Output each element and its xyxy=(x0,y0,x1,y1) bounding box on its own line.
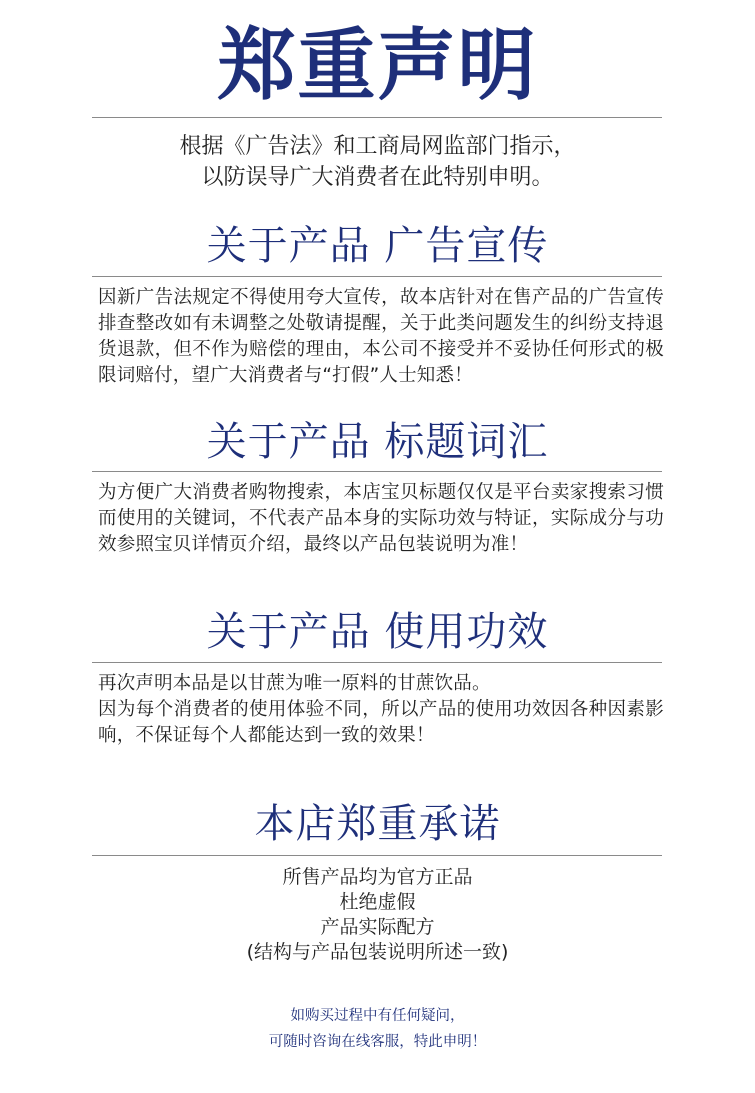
page-title: 郑重声明 xyxy=(217,21,538,111)
section-body-efficacy xyxy=(98,671,664,749)
section-heading-title-words: 关于产品 标题词汇 xyxy=(206,419,549,465)
divider xyxy=(92,276,662,277)
promise-item: 产品实际配方 xyxy=(320,916,435,938)
section-heading-efficacy: 关于产品 使用功效 xyxy=(206,609,549,655)
intro-text xyxy=(0,131,755,193)
divider xyxy=(92,117,662,118)
promise-heading: 本店郑重承诺 xyxy=(254,801,501,847)
promise-item: 所售产品均为官方正品 xyxy=(282,866,473,888)
divider xyxy=(92,855,662,856)
divider xyxy=(92,471,662,472)
promise-item: (结构与产品包装说明所述一致) xyxy=(246,941,509,963)
promise-item: 杜绝虚假 xyxy=(339,891,416,913)
intro-line: 根据《广告法》和工商局网监部门指示， xyxy=(179,134,576,159)
intro-line: 以防误导广大消费者在此特别申明。 xyxy=(201,165,554,190)
section-heading-advertising: 关于产品 广告宣传 xyxy=(206,223,549,269)
divider xyxy=(92,662,662,663)
footer-line: 如购买过程中有任何疑问， xyxy=(290,1008,465,1024)
section-body-advertising: 因新广告法规定不得使用夸大宣传，故本店针对在售产品的广告宣传排查整改如有未调整之处敬请提醒，关于此类问题发生的纠纷支持退货退款，但不作为赔偿的理由，本公司不接受并不妥协任何形式的极限词赔付，望广大消费者与“打假”人士知悉！ xyxy=(98,287,664,386)
body-line: 再次声明本品是以甘蔗为唯一原料的甘蔗饮品。 xyxy=(98,673,491,694)
body-line: 因为每个消费者的使用体验不同，所以产品的使用功效因各种因素影响，不保证每个人都能达到一致的效果！ xyxy=(98,699,664,746)
promise-list xyxy=(0,865,755,965)
footer-note xyxy=(0,1003,755,1055)
section-body-title-words: 为方便广大消费者购物搜索，本店宝贝标题仅仅是平台卖家搜索习惯而使用的关键词，不代表产品本身的实际功效与特证，实际成分与功效参照宝贝详情页介绍，最终以产品包装说明为准！ xyxy=(98,482,664,555)
footer-line: 可随时咨询在线客服，特此申明！ xyxy=(268,1034,487,1050)
